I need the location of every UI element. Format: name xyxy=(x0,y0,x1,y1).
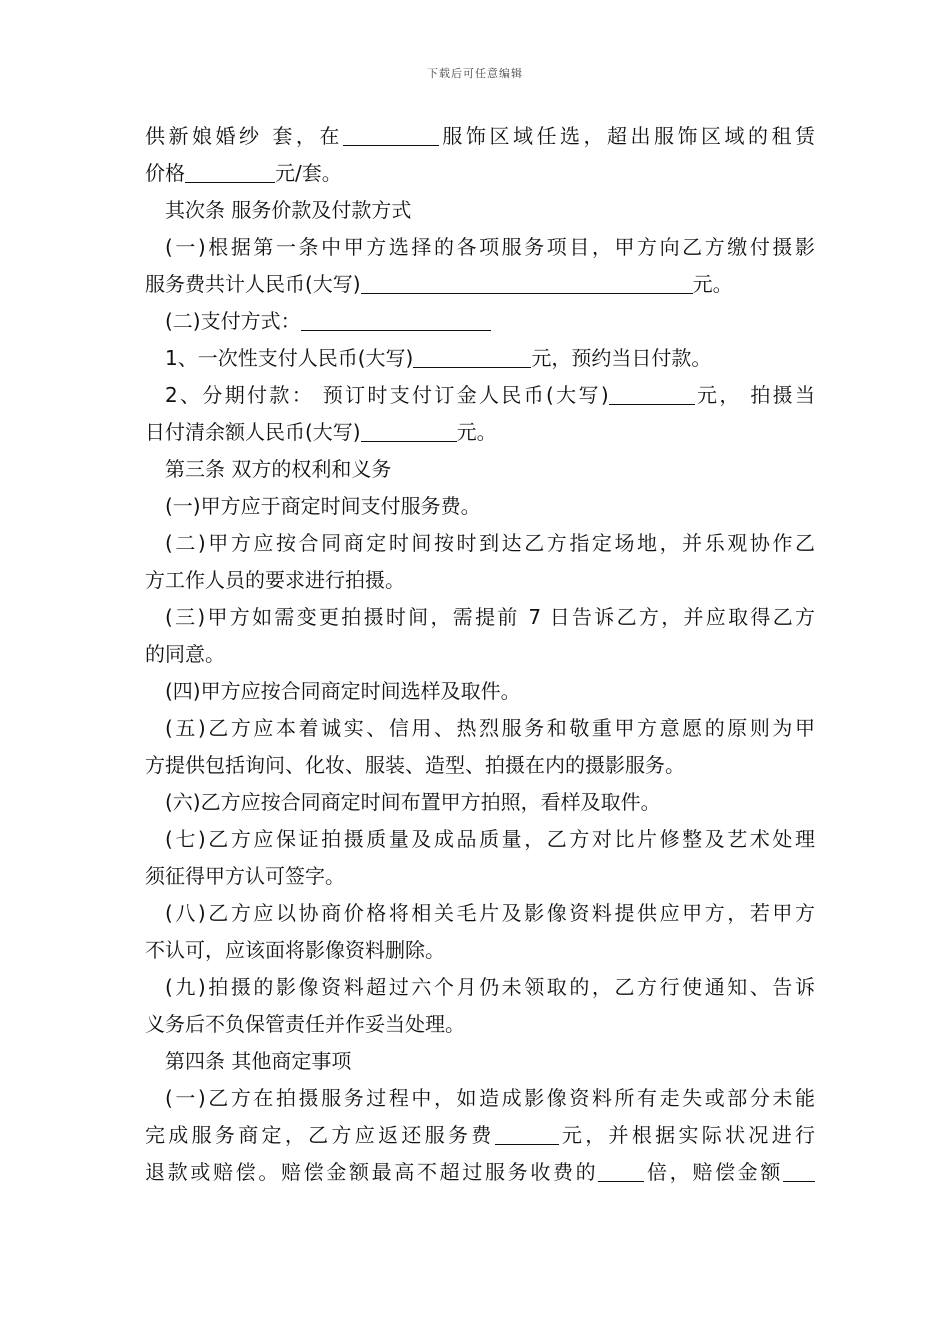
line-text: 价格 xyxy=(145,161,185,185)
text-line: (五)乙方应本着诚实、信用、热烈服务和敬重甲方意愿的原则为甲 xyxy=(165,716,815,740)
line-text: 元。 xyxy=(456,420,497,444)
text-line: (一)乙方在拍摄服务过程中，如造成影像资料所有走失或部分未能 xyxy=(165,1086,815,1110)
blank-field xyxy=(495,1122,559,1145)
line-text: 完成服务商定，乙方应返还服务费 xyxy=(145,1123,495,1147)
text-line xyxy=(145,340,815,377)
blank-field xyxy=(301,308,491,331)
blank-field xyxy=(598,1159,644,1182)
line-text: 元。 xyxy=(692,272,733,296)
blank-field xyxy=(783,1159,815,1182)
text-line xyxy=(145,377,815,414)
text-line: (一)甲方应于商定时间支付服务费。 xyxy=(165,494,481,518)
text-line: (八)乙方应以协商价格将相关毛片及影像资料提供应甲方，若甲方 xyxy=(165,901,815,925)
line-text: 倍，赔偿金额 xyxy=(644,1160,784,1184)
text-line: (九)拍摄的影像资料超过六个月仍未领取的，乙方行使通知、告诉 xyxy=(165,975,815,999)
text-line: (三)甲方如需变更拍摄时间，需提前 7 日告诉乙方，并应取得乙方 xyxy=(165,605,815,629)
text-line: 的同意。 xyxy=(145,642,225,666)
text-line: 不认可，应该面将影像资料删除。 xyxy=(145,938,445,962)
line-text: 元， 拍摄当 xyxy=(694,383,816,407)
blank-field xyxy=(185,160,275,183)
page-header: 下载后可任意编辑 xyxy=(427,67,523,80)
text-line xyxy=(145,303,815,340)
text-line: 方提供包括询问、化妆、服装、造型、拍摄在内的摄影服务。 xyxy=(145,753,685,777)
line-text: 服饰区域任选，超出服饰区域的租赁 xyxy=(438,124,816,148)
line-text: 退款或赔偿。赔偿金额最高不超过服务收费的 xyxy=(145,1160,599,1184)
line-text: 元/套。 xyxy=(275,161,342,185)
line-text: 元，并根据实际状况进行 xyxy=(558,1123,816,1147)
section-heading: 其次条 服务价款及付款方式 xyxy=(165,198,412,222)
line-text: 1、一次性支付人民币(大写) xyxy=(165,346,414,370)
section-heading: 第三条 双方的权利和义务 xyxy=(165,457,392,481)
line-text: 服务费共计人民币(大写) xyxy=(145,272,361,296)
blank-field xyxy=(361,271,693,294)
text-line xyxy=(145,1154,815,1191)
contract-body xyxy=(145,118,815,1191)
line-text: 供新娘婚纱 套，在 xyxy=(145,124,343,148)
text-line: (六)乙方应按合同商定时间布置甲方拍照，看样及取件。 xyxy=(165,790,661,814)
text-line xyxy=(145,155,815,192)
text-line xyxy=(145,118,815,155)
text-line: (二)甲方应按合同商定时间按时到达乙方指定场地，并乐观协作乙 xyxy=(165,531,815,555)
blank-field xyxy=(609,382,695,405)
blank-field xyxy=(343,123,439,146)
text-line: 方工作人员的要求进行拍摄。 xyxy=(145,568,405,592)
blank-field xyxy=(361,419,457,442)
text-line: (一)根据第一条中甲方选择的各项服务项目，甲方向乙方缴付摄影 xyxy=(165,235,815,259)
text-line xyxy=(145,1117,815,1154)
line-text: 2、分期付款： 预订时支付订金人民币(大写) xyxy=(165,383,609,407)
text-line xyxy=(145,414,815,451)
text-line: 义务后不负保管责任并作妥当处理。 xyxy=(145,1012,465,1036)
text-line xyxy=(145,266,815,303)
text-line: (七)乙方应保证拍摄质量及成品质量，乙方对比片修整及艺术处理 xyxy=(165,827,815,851)
blank-field xyxy=(413,345,531,368)
section-heading: 第四条 其他商定事项 xyxy=(165,1049,352,1073)
line-text: 日付清余额人民币(大写) xyxy=(145,420,361,444)
text-line: 须征得甲方认可签字。 xyxy=(145,864,345,888)
line-text: (二)支付方式： xyxy=(165,309,301,333)
text-line: (四)甲方应按合同商定时间选样及取件。 xyxy=(165,679,521,703)
line-text: 元，预约当日付款。 xyxy=(531,346,712,370)
